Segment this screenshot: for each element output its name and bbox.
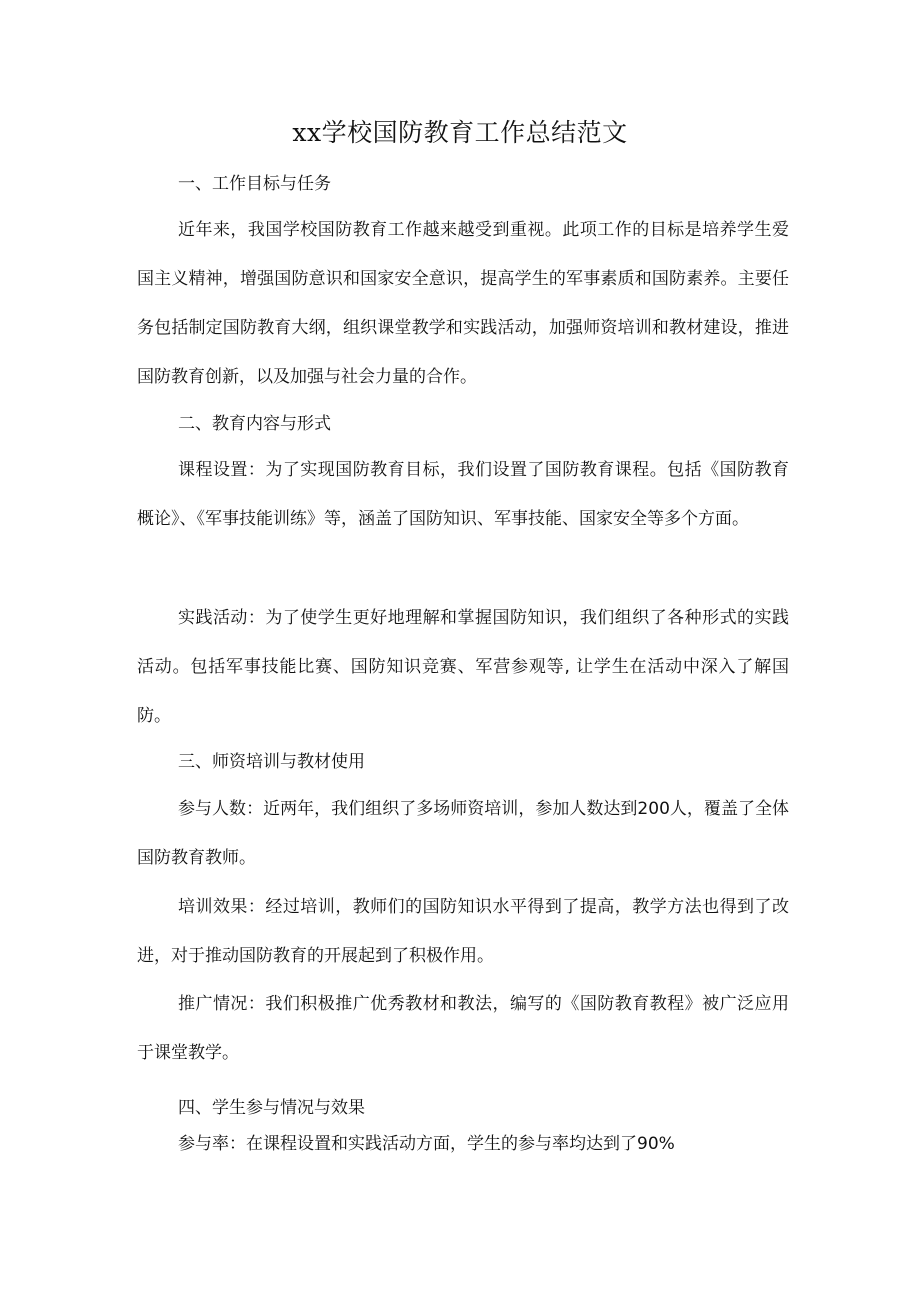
section-3-paragraph-3: 推广情况：我们积极推广优秀教材和教法，编写的《国防教育教程》被广泛应用于课堂教学。 — [137, 994, 789, 1063]
section-3-paragraph-1: 参与人数：近两年，我们组织了多场师资培训，参加人数达到200人，覆盖了全体国防教育教师。 — [137, 799, 789, 868]
section-3-paragraph-2: 培训效果：经过培训，教师们的国防知识水平得到了提高，教学方法也得到了改进，对于推动国防教育的开展起到了积极作用。 — [137, 897, 789, 966]
section-heading-3: 三、师资培训与教材使用 — [178, 752, 365, 772]
section-2-paragraph-1: 课程设置：为了实现国防教育目标，我们设置了国防教育课程。包括《国防教育概论》、《军事技能训练》等，涵盖了国防知识、军事技能、国家安全等多个方面。 — [137, 460, 789, 529]
section-2-paragraph-2: 实践活动：为了使学生更好地理解和掌握国防知识，我们组织了各种形式的实践活动。包括军事技能比赛、国防知识竞赛、军营参观等, 让学生在活动中深入了解国防。 — [137, 608, 789, 726]
document-title: xx学校国防教育工作总结范文 — [292, 118, 628, 147]
section-1-paragraph-1: 近年来，我国学校国防教育工作越来越受到重视。此项工作的目标是培养学生爱国主义精神，增强国防意识和国家安全意识，提高学生的军事素质和国防素养。主要任务包括制定国防教育大纲，组织课堂教学和实践活动，加强师资培训和教材建设，推进国防教育创新，以及加强与社会力量的合作。 — [137, 220, 789, 387]
section-4-paragraph-1: 参与率：在课程设置和实践活动方面，学生的参与率均达到了90% — [178, 1134, 675, 1154]
section-heading-1: 一、工作目标与任务 — [178, 174, 331, 194]
section-heading-4: 四、学生参与情况与效果 — [178, 1098, 365, 1118]
section-heading-2: 二、教育内容与形式 — [178, 414, 331, 434]
